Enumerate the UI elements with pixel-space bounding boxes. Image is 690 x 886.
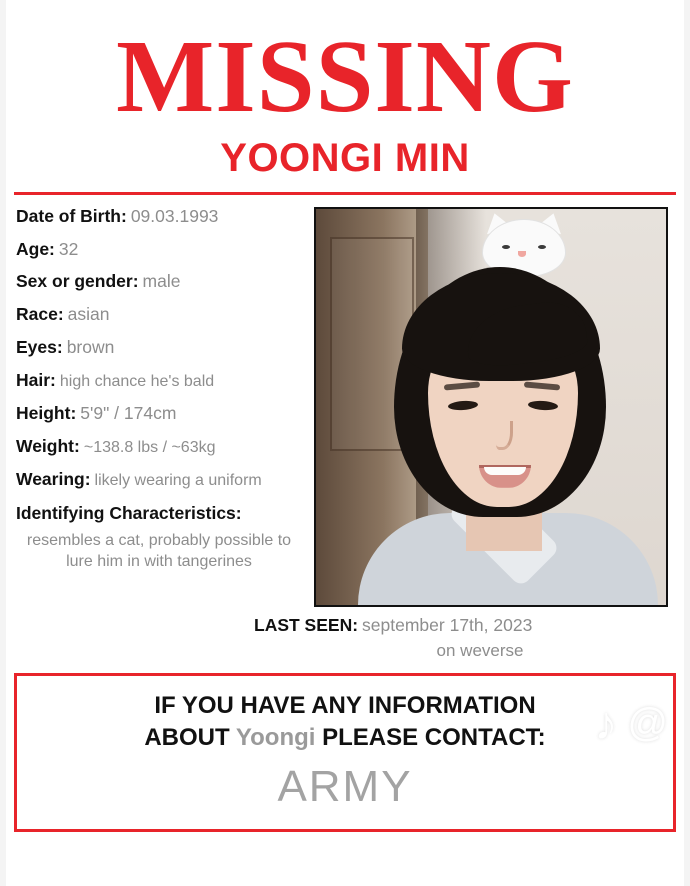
- photo-teeth: [484, 467, 526, 475]
- identifying-text: resembles a cat, probably possible to lure him in with tangerines: [26, 531, 292, 571]
- detail-value: ~138.8 lbs / ~63kg: [83, 438, 216, 456]
- contact-recipient: ARMY: [277, 762, 413, 812]
- photo-column: [254, 207, 676, 661]
- identifying-characteristics: [16, 503, 310, 573]
- contact-box: [14, 673, 676, 832]
- detail-height: [16, 404, 310, 423]
- detail-value: asian: [67, 304, 110, 325]
- last-seen-sub: on weverse: [436, 640, 524, 660]
- details-column: [14, 207, 310, 573]
- contact-subject-name: Yoongi: [235, 723, 316, 751]
- cat-eye-right: [538, 245, 546, 249]
- detail-value: 5'9" / 174cm: [80, 402, 177, 423]
- detail-value: likely wearing a uniform: [94, 471, 262, 489]
- last-seen-line: [254, 615, 676, 636]
- detail-label: Date of Birth:: [16, 205, 127, 226]
- headline-missing: MISSING: [116, 19, 574, 134]
- music-note-icon: ♪: [594, 697, 618, 749]
- page-edge-left: [0, 0, 6, 886]
- detail-race: [16, 305, 310, 324]
- divider-rule: [14, 192, 676, 195]
- last-seen-label: LAST SEEN:: [254, 614, 359, 635]
- detail-age: [16, 240, 310, 259]
- detail-label: Weight:: [16, 435, 80, 456]
- identifying-title: Identifying Characteristics:: [16, 502, 242, 523]
- detail-value: 32: [58, 238, 79, 259]
- detail-hair: [16, 371, 310, 391]
- contact-please-contact-label: PLEASE CONTACT:: [322, 723, 546, 751]
- detail-label: Eyes:: [16, 336, 63, 357]
- detail-value: 09.03.1993: [130, 205, 219, 226]
- detail-weight: [16, 437, 310, 457]
- detail-sex-or-gender: [16, 272, 310, 291]
- poster-title-block: [14, 0, 676, 178]
- detail-value: brown: [66, 336, 115, 357]
- detail-label: Age:: [16, 238, 55, 259]
- cat-nose: [518, 251, 526, 257]
- detail-value: male: [142, 271, 181, 292]
- detail-wearing: [16, 470, 310, 490]
- cat-eye-left: [502, 245, 510, 249]
- page-edge-right: [684, 0, 690, 886]
- contact-line-2: [27, 722, 663, 754]
- detail-value: high chance he's bald: [59, 372, 215, 390]
- contact-about-label: ABOUT: [144, 723, 230, 751]
- contact-line-1: [27, 690, 663, 722]
- detail-label: Race:: [16, 304, 64, 325]
- at-sign-icon: @: [627, 701, 668, 745]
- person-photo: [314, 207, 668, 607]
- detail-label: Sex or gender:: [16, 271, 139, 292]
- detail-label: Height:: [16, 402, 77, 423]
- last-seen-value: september 17th, 2023: [362, 614, 533, 635]
- detail-eyes: [16, 338, 310, 357]
- detail-date-of-birth: [16, 207, 310, 226]
- person-name: YOONGI MIN: [220, 135, 470, 180]
- detail-label: Wearing:: [16, 468, 91, 489]
- poster-body: [14, 207, 676, 661]
- contact-line-1-text: IF YOU HAVE ANY INFORMATION: [154, 691, 536, 719]
- detail-label: Hair:: [16, 369, 56, 390]
